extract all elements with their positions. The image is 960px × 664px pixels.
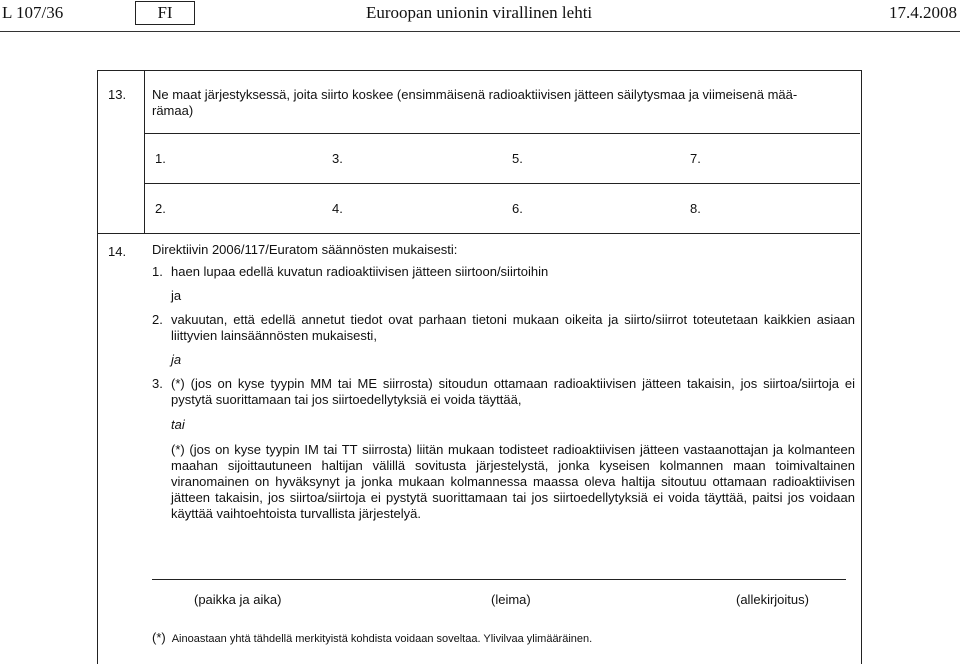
country-slot-4[interactable]: 4. — [332, 201, 343, 216]
section14-body — [152, 242, 855, 522]
country-slot-3[interactable]: 3. — [332, 151, 343, 166]
footnote — [152, 630, 592, 645]
section13-bottom-divider — [97, 233, 860, 234]
declaration-item-1 — [152, 264, 855, 280]
declaration-item-3-alternative: (*) (jos on kyse tyypin IM tai TT siirrosta) liitän mukaan todisteet radioaktiivisen jätteen vastaanottajan ja kolmanteen maahan sijoittautuneen haltijan välillä sovitusta järjestelystä, jonka kyseisen kolmannen maan toimivaltainen viranomainen on hyväksynyt ja jonka mukaan kolmannessa maassa oleva haltija sitoutuu ottamaan radioaktiivisen jätteen takaisin, jos siirtoa/siirtoja ei pystytä suorittamaan tai jos siirtoedellytyksiä ei voida täyttää, paitsi jos voidaan käyttää vaihtoehtoista turvallista järjestelyä. — [171, 442, 855, 521]
connector-tai: tai — [171, 417, 185, 432]
section14-number: 14. — [108, 244, 127, 259]
section13-row-divider-2 — [144, 183, 860, 184]
section13-heading-line1: Ne maat järjestyksessä, joita siirto koskee (ensimmäisenä radioaktiivisen jätteen säilytysmaa ja viimeisenä mää- — [152, 87, 798, 102]
header-rule — [0, 31, 960, 32]
place-and-time-caption: (paikka ja aika) — [194, 592, 282, 607]
item-1-label: 1. — [152, 264, 163, 279]
publication-date: 17.4.2008 — [889, 3, 957, 22]
country-slot-7[interactable]: 7. — [690, 151, 701, 166]
section13-number: 13. — [108, 87, 127, 102]
item-2-label: 2. — [152, 312, 163, 327]
signature-line — [152, 579, 846, 580]
language-code-box: FI — [135, 1, 195, 25]
country-slot-6[interactable]: 6. — [512, 201, 523, 216]
signature-caption: (allekirjoitus) — [736, 592, 809, 607]
footnote-text: Ainoastaan yhtä tähdellä merkityistä kohdista voidaan soveltaa. Ylivilvaa ylimääräinen. — [171, 633, 593, 645]
country-slot-8[interactable]: 8. — [690, 201, 701, 216]
section13-heading-line2: rämaa) — [152, 103, 194, 118]
country-slot-5[interactable]: 5. — [512, 151, 523, 166]
item-1-text: haen lupaa edellä kuvatun radioaktiivisen jätteen siirtoon/siirtoihin — [171, 264, 549, 279]
connector-ja-2: ja — [171, 352, 182, 367]
section13-row-divider-1 — [144, 133, 860, 134]
item-3-text: (*) (jos on kyse tyypin MM tai ME siirrosta) sitoudun ottamaan radioaktiivisen jätteen takaisin, jos siirtoa/siirtoja ei pystytä suorittamaan tai jos siirtoedellytyksiä ei voida täyttää, — [171, 376, 855, 407]
journal-title: Euroopan unionin virallinen lehti — [366, 3, 593, 22]
running-header — [0, 0, 960, 32]
page-reference: L 107/36 — [2, 3, 64, 22]
item-3-label: 3. — [152, 376, 163, 391]
connector-ja-1: ja — [171, 288, 182, 303]
stamp-caption: (leima) — [491, 592, 531, 607]
declaration-item-2 — [152, 312, 855, 344]
country-slot-2[interactable]: 2. — [155, 201, 166, 216]
country-slot-1[interactable]: 1. — [155, 151, 166, 166]
section14-intro: Direktiivin 2006/117/Euratom säännösten mukaisesti: — [152, 242, 458, 257]
section13-number-column-divider — [144, 70, 145, 233]
item-2-text: vakuutan, että edellä annetut tiedot ovat parhaan tietoni mukaan oikeita ja siirto/siirrot toteutetaan kaikkien asiaan liittyvien lainsäännösten mukaisesti, — [171, 312, 855, 343]
declaration-item-3 — [152, 376, 855, 408]
footnote-marker: (*) — [152, 630, 166, 645]
section13-heading — [152, 87, 857, 119]
